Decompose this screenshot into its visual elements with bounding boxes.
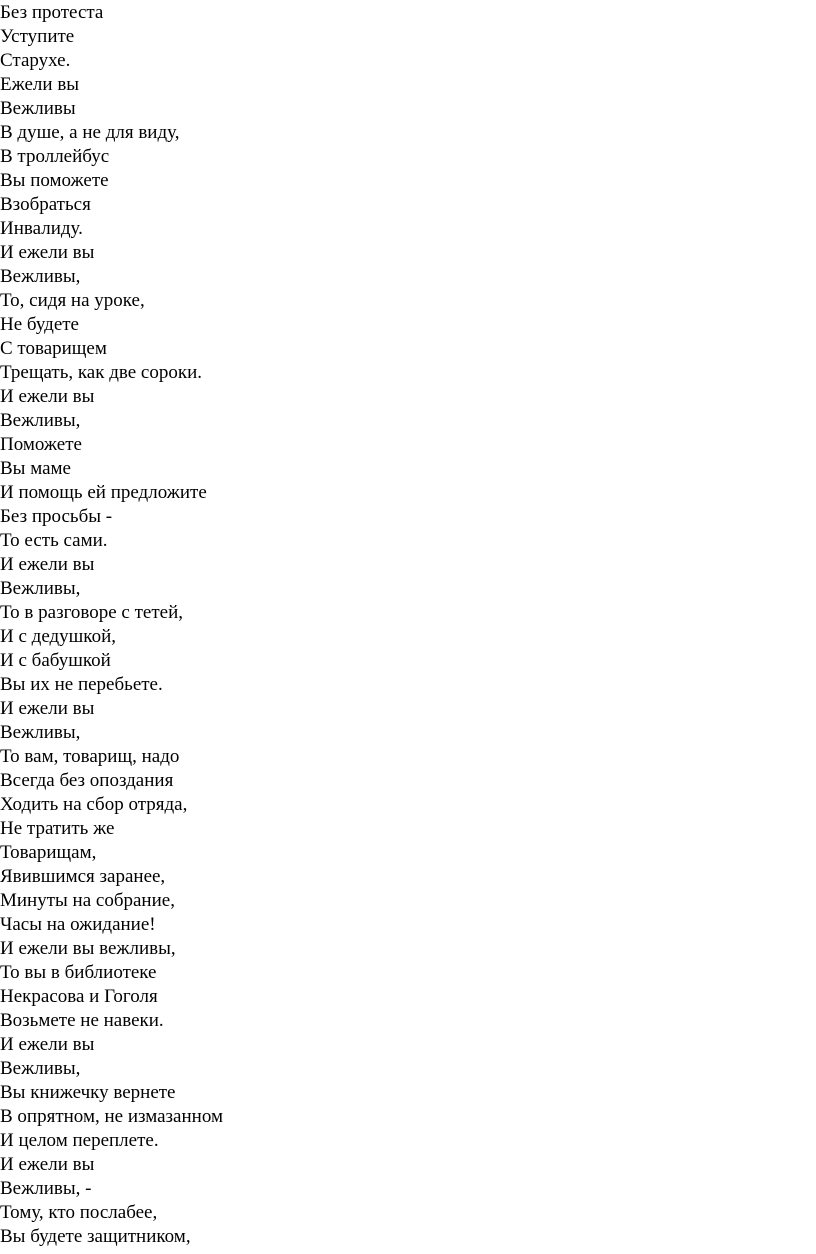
poem-line: Не тратить же	[0, 818, 115, 839]
poem-line: В опрятном, не измазанном	[0, 1106, 223, 1127]
poem-line: Вежливы,	[0, 266, 81, 287]
poem-line: То вам, товарищ, надо	[0, 746, 180, 767]
poem-line: В троллейбус	[0, 146, 110, 167]
poem-line: Поможете	[0, 434, 82, 455]
poem-line: Часы на ожидание!	[0, 914, 156, 935]
poem-line: И помощь ей предложите	[0, 482, 207, 503]
poem-line: Уступите	[0, 26, 75, 47]
poem-line: Вы будете защитником,	[0, 1226, 191, 1247]
poem-line: Вы книжечку вернете	[0, 1082, 176, 1103]
poem-line: Старухе.	[0, 50, 71, 71]
poem-line: И с дедушкой,	[0, 626, 116, 647]
poem-line: Вы поможете	[0, 170, 109, 191]
poem-line: Не будете	[0, 314, 79, 335]
poem-line: И ежели вы	[0, 386, 95, 407]
poem-line: Некрасова и Гоголя	[0, 986, 158, 1007]
poem-line: То есть сами.	[0, 530, 108, 551]
poem-line: И ежели вы	[0, 698, 95, 719]
poem-line: Вежливы,	[0, 1058, 81, 1079]
poem-line: И ежели вы	[0, 1034, 95, 1055]
poem-line: Вежливы,	[0, 578, 81, 599]
poem-line: И ежели вы	[0, 1154, 95, 1175]
poem-line: Вежливы, -	[0, 1178, 92, 1199]
poem-text	[0, 1, 223, 1249]
poem-line: И ежели вы вежливы,	[0, 938, 176, 959]
poem-line: То, сидя на уроке,	[0, 290, 145, 311]
poem-line: И целом переплете.	[0, 1130, 159, 1151]
poem-line: И ежели вы	[0, 554, 95, 575]
poem-line: Трещать, как две сороки.	[0, 362, 203, 383]
poem-line: То вы в библиотеке	[0, 962, 157, 983]
poem-line: Взобраться	[0, 194, 91, 215]
poem-line: В душе, а не для виду,	[0, 122, 180, 143]
poem-line: Товарищам,	[0, 842, 97, 863]
poem-line: То в разговоре с тетей,	[0, 602, 184, 623]
poem-line: Вежливы	[0, 98, 76, 119]
poem-line: Вежливы,	[0, 410, 81, 431]
poem-line: Тому, кто послабее,	[0, 1202, 158, 1223]
poem-line: Инвалиду.	[0, 218, 83, 239]
poem-line: И с бабушкой	[0, 650, 111, 671]
poem-line: Вежливы,	[0, 722, 81, 743]
poem-line: Явившимся заранее,	[0, 866, 166, 887]
poem-line: Возьмете не навеки.	[0, 1010, 164, 1031]
poem-line: С товарищем	[0, 338, 107, 359]
poem-line: Без просьбы -	[0, 506, 113, 527]
poem-line: И ежели вы	[0, 242, 95, 263]
poem-line: Минуты на собрание,	[0, 890, 175, 911]
poem-line: Без протеста	[0, 2, 104, 23]
poem-line: Ежели вы	[0, 74, 80, 95]
poem-line: Вы их не перебьете.	[0, 674, 163, 695]
poem-line: Вы маме	[0, 458, 71, 479]
poem-line: Ходить на сбор отряда,	[0, 794, 188, 815]
poem-line: Всегда без опоздания	[0, 770, 174, 791]
